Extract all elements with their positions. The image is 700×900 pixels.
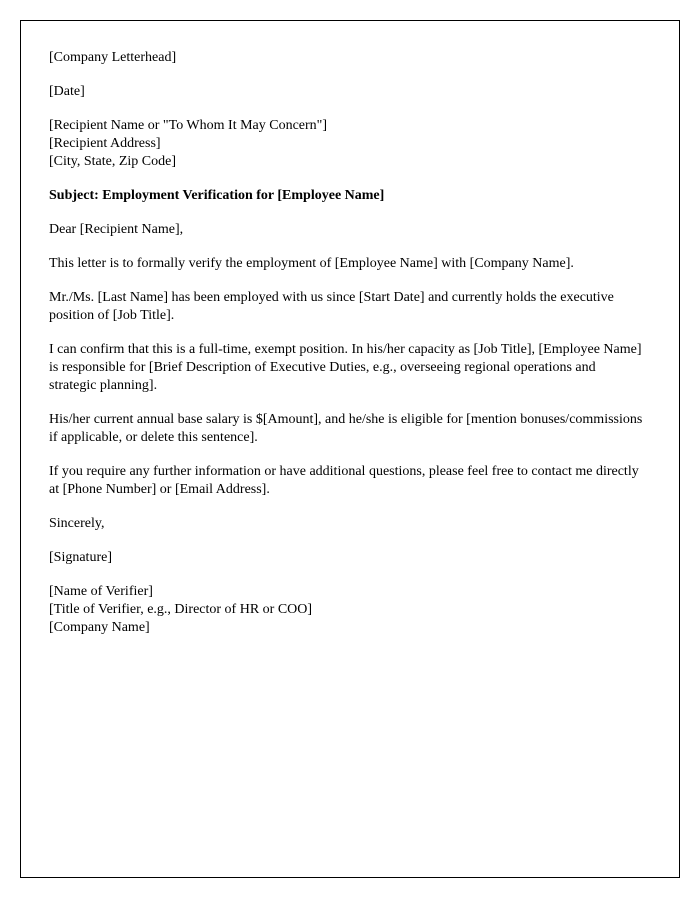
closing-line: Sincerely, bbox=[49, 516, 105, 531]
recipient-city-line: [City, State, Zip Code] bbox=[49, 154, 177, 169]
salutation-line: Dear [Recipient Name], bbox=[49, 222, 184, 237]
paragraph-salary: His/her current annual base salary is $[Amount], and he/she is eligible for [mention bonuses/commissions if applicable, or delete this sentence]. bbox=[49, 412, 643, 445]
paragraph-contact-info: If you require any further information or have additional questions, please feel free to contact me directly at [Phone Number] or [Email Address]. bbox=[49, 464, 639, 497]
signature-placeholder: [Signature] bbox=[49, 550, 112, 565]
signature-block bbox=[49, 583, 645, 637]
recipient-address-line: [Recipient Address] bbox=[49, 136, 161, 151]
verifier-title-line: [Title of Verifier, e.g., Director of HR or COO] bbox=[49, 602, 313, 617]
subject-line: Subject: Employment Verification for [Employee Name] bbox=[49, 188, 385, 203]
recipient-block bbox=[49, 117, 645, 171]
verifier-company-line: [Company Name] bbox=[49, 620, 150, 635]
recipient-name-line: [Recipient Name or "To Whom It May Concern"] bbox=[49, 118, 328, 133]
date-placeholder: [Date] bbox=[49, 84, 85, 99]
paragraph-employment-dates: Mr./Ms. [Last Name] has been employed with us since [Start Date] and currently holds the executive position of [Job Title]. bbox=[49, 290, 614, 323]
paragraph-position-details: I can confirm that this is a full-time, exempt position. In his/her capacity as [Job Title], [Employee Name] is responsible for [Brief Description of Executive Duties, e.g., overseeing regional operations and strategic planning]. bbox=[49, 342, 642, 393]
paragraph-verification: This letter is to formally verify the employment of [Employee Name] with [Company Name]. bbox=[49, 256, 574, 271]
letter-body bbox=[49, 49, 645, 637]
letterhead-placeholder: [Company Letterhead] bbox=[49, 50, 177, 65]
letter-page bbox=[20, 20, 680, 878]
verifier-name-line: [Name of Verifier] bbox=[49, 584, 153, 599]
